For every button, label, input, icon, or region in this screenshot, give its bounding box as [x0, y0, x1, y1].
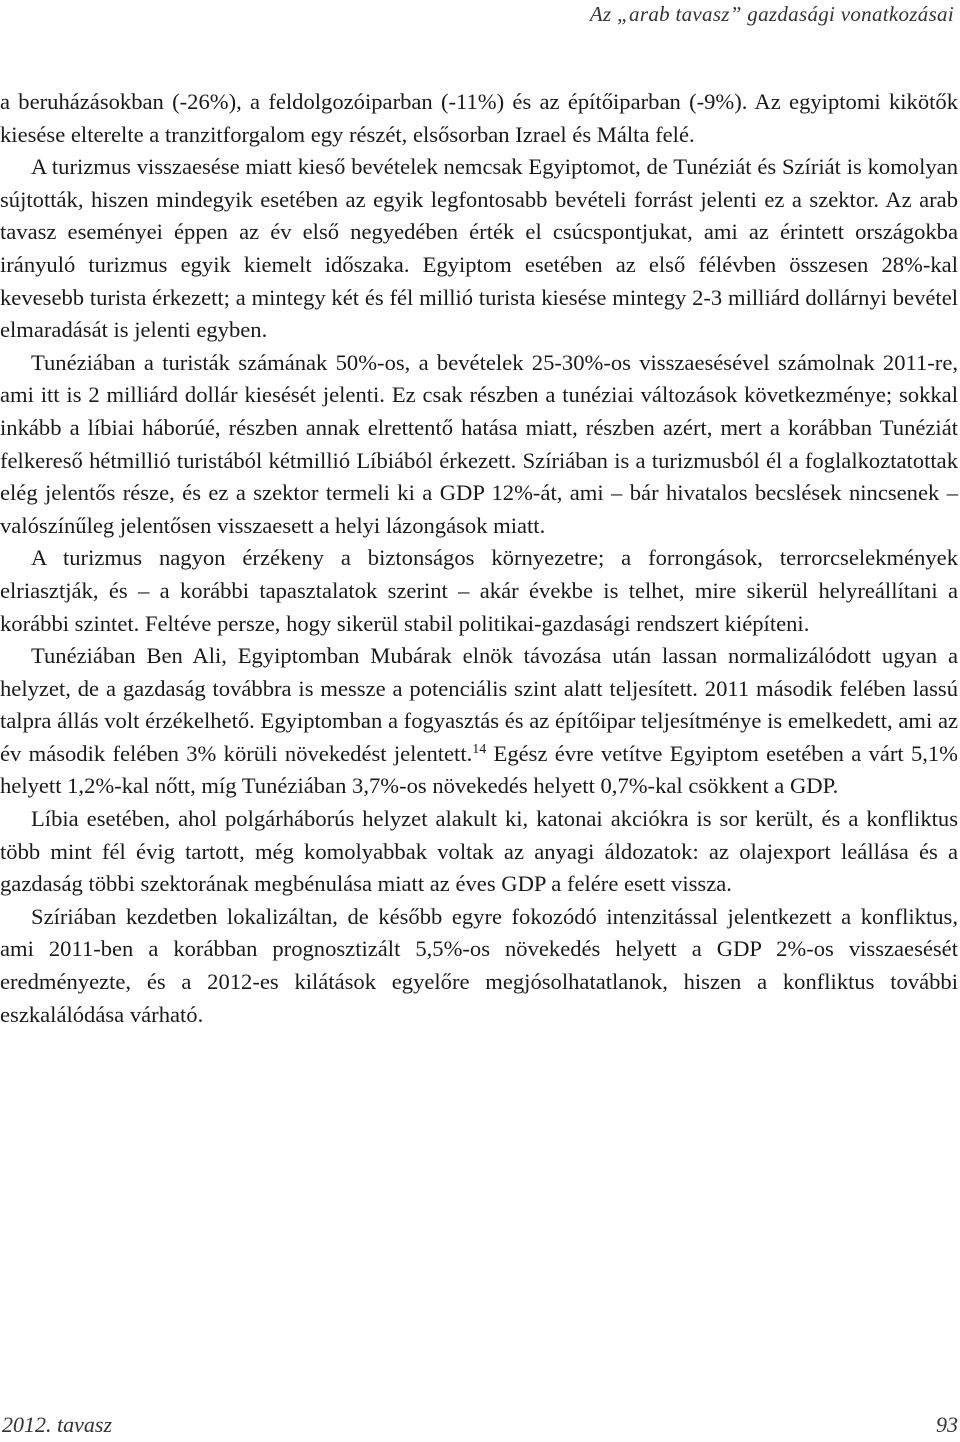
footer-issue: 2012. tavasz — [2, 1412, 112, 1437]
page-number: 93 — [936, 1412, 958, 1437]
running-footer — [0, 1408, 960, 1438]
footnote-reference[interactable]: 14 — [472, 741, 487, 757]
running-header-title: Az „arab tavasz” gazdasági vonatkozásai — [589, 2, 954, 26]
paragraph-6: Líbia esetében, ahol polgárháborús helyzet alakult ki, katonai akciókra is sor került, és a konfliktus több mint fél évig tartott, még komolyabbak voltak az anyagi áldozatok: az olajexport leállása és a gazdaság többi szektorának megbénulása miatt az éves GDP a felére esett vissza. — [0, 806, 958, 897]
paragraph-5-text-before: Tunéziában Ben Ali, Egyiptomban Mubárak elnök távozása után lassan normalizálódott ugyan a helyzet, de a gazdaság továbbra is messze a potenciális szint alatt teljesített. 2011 második felében lassú talpra állás volt érzékelhető. Egyiptomban a fogyasztás és az építőipar teljesítménye is emelkedett, ami az év második felében 3% körüli növekedést jelentett. — [0, 643, 958, 766]
paragraph-2: A turizmus visszaesése miatt kieső bevételek nemcsak Egyiptomot, de Tunéziát és Szíriát is komolyan sújtották, hiszen mindegyik esetében az egyik legfontosabb bevételi forrást jelenti ez a szektor. Az arab tavasz eseményei éppen az év első negyedében érték el csúcspontjukat, ami az érintett országokba irányuló turizmus egyik kiemelt időszaka. Egyiptom esetében az első félévben összesen 28%-kal kevesebb turista érkezett; a mintegy két és fél millió turista kiesése mintegy 2-3 milliárd dollárnyi bevétel elmaradását is jelenti egyben. — [0, 154, 958, 343]
article-body — [0, 86, 958, 1031]
paragraph-7: Szíriában kezdetben lokalizáltan, de később egyre fokozódó intenzitással jelentkezett a konfliktus, ami 2011-ben a korábban prognosztizált 5,5%-os növekedés helyett a GDP 2%-os visszaesését eredményezte, és a 2012-es kilátások egyelőre megjósolhatatlanok, hiszen a konfliktus további eszkalálódása várható. — [0, 903, 958, 1027]
paragraph-1: a beruházásokban (-26%), a feldolgozóiparban (-11%) és az építőiparban (-9%). Az egyiptomi kikötők kiesése elterelte a tranzitforgalom egy részét, elsősorban Izrael és Málta felé. — [0, 89, 958, 147]
paragraph-5-text-after: Egész évre vetítve Egyiptom esetében a várt 5,1% helyett 1,2%-kal nőtt, míg Tunéziában 3,7%-os növekedés helyett 0,7%-kal csökkent a GDP. — [0, 740, 959, 799]
paragraph-3: Tunéziában a turisták számának 50%-os, a bevételek 25-30%-os visszaesésével számolnak 2011-re, ami itt is 2 milliárd dollár kiesését jelenti. Ez csak részben a tunéziai változások következménye; sokkal inkább a líbiai háborúé, részben annak elrettentő hatása miatt, részben azért, mert a korábban Tunéziát felkereső hétmillió turistából kétmillió Líbiából érkezett. Szíriában is a turizmusból él a foglalkoztatottak elég jelentős része, és ez a szektor termeli ki a GDP 12%-át, ami – bár hivatalos becslések nincsenek – valószínűleg jelentősen visszaesett a helyi lázongások miatt. — [0, 349, 958, 538]
paragraph-4: A turizmus nagyon érzékeny a biztonságos környezetre; a forrongások, terrorcselekmények elriasztják, és – a korábbi tapasztalatok szerint – akár évekbe is telhet, mire sikerül helyreállítani a korábbi szintet. Feltéve persze, hogy sikerül stabil politikai-gazdasági rendszert kiépíteni. — [0, 545, 958, 636]
paragraph-5 — [0, 640, 958, 803]
